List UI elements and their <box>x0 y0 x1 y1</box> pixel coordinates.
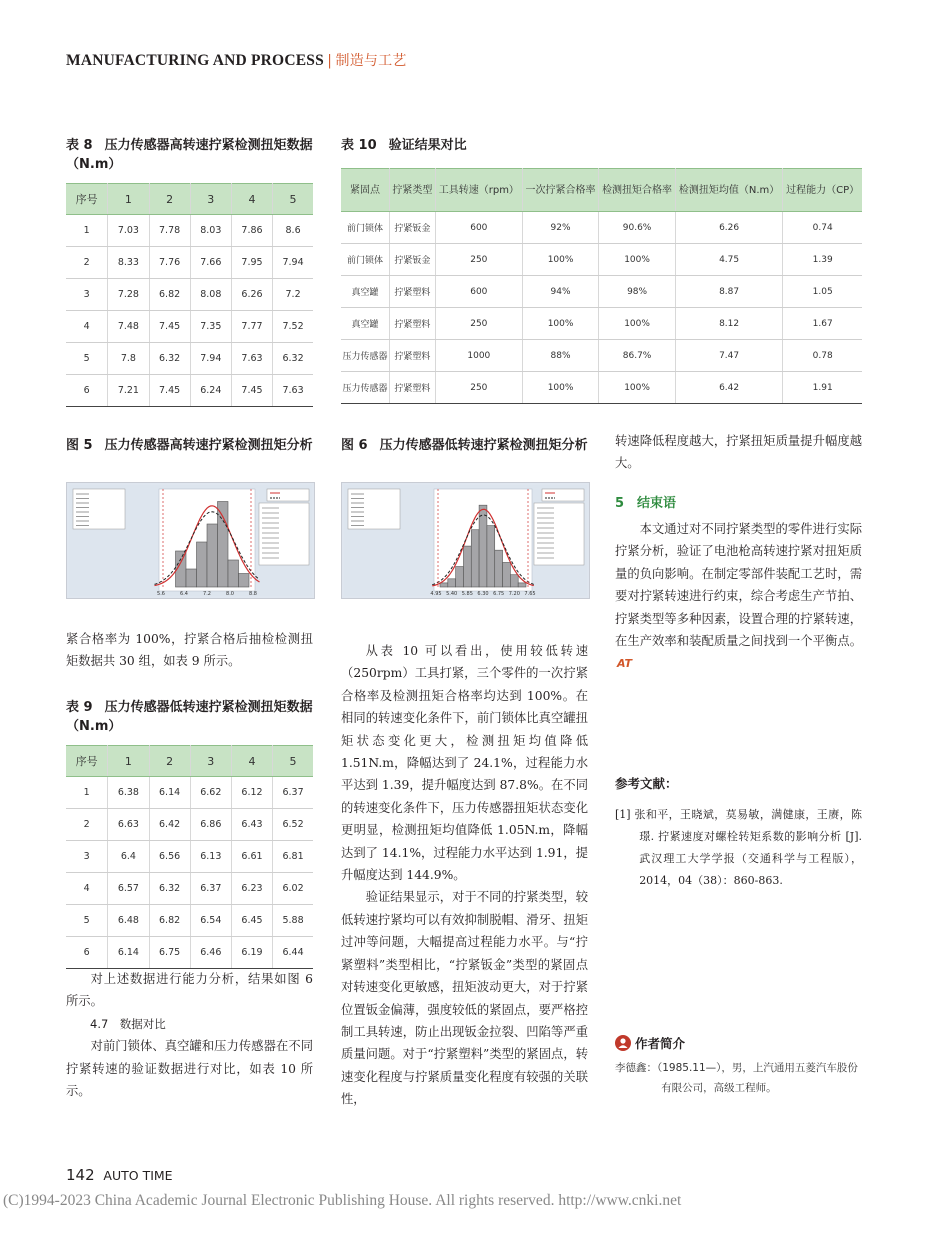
running-header <box>66 50 407 70</box>
table-cell: 6.37 <box>273 777 313 809</box>
table-cell: 拧紧塑料 <box>389 340 435 372</box>
x-tick-label: 8.0 <box>226 591 234 597</box>
x-tick-label: 5.40 <box>446 591 458 597</box>
table-cell: 7.76 <box>149 247 190 279</box>
table-cell: 6.57 <box>108 873 149 905</box>
table-cell: 100% <box>599 308 676 340</box>
table10-number: 表 10 <box>341 138 377 153</box>
table8-header-0: 序号 <box>66 184 108 215</box>
table-cell: 6.81 <box>273 841 313 873</box>
author-heading-text: 作者简介 <box>635 1036 686 1051</box>
table10-header-4: 检测扭矩合格率 <box>599 169 676 212</box>
histogram-bar <box>503 562 511 587</box>
col2-text <box>341 640 588 1111</box>
header-title-zh: 制造与工艺 <box>335 53 407 69</box>
reference-1-text: [1] 张和平，王晓斌，莫易敏，满健康，王赓，陈璟. 拧紧速度对螺栓转矩系数的影响分析 [J]. 武汉理工大学学报（交通科学与工程版），2014，04（38）：860-863. <box>615 808 862 887</box>
table-cell: 5.88 <box>273 905 313 937</box>
table-cell: 6.54 <box>190 905 231 937</box>
col2-paragraph-2: 验证结果显示，对于不同的拧紧类型，较低转速拧紧均可以有效抑制脱帽、滑牙、扭矩过冲等问题，大幅提高过程能力水平。与“拧紧塑料”类型相比，“拧紧钣金”类型的紧固点对转速变化更敏感，扭矩波动更大，对于拧紧位置钣金偏薄，强度较低的紧固点，要严格控制工具转速，防止出现钣金拉裂、凹陷等严重质量问题。对于“拧紧塑料”类型的紧固点，转速变化程度与拧紧质量变化程度有较强的关联性， <box>341 890 588 1107</box>
table-cell: 7.66 <box>190 247 231 279</box>
table-cell: 6.26 <box>231 279 272 311</box>
table10-caption <box>341 136 467 155</box>
table-cell: 0.74 <box>783 212 862 244</box>
table-cell: 6.38 <box>108 777 149 809</box>
table-cell: 1 <box>66 215 108 247</box>
fig5-histogram <box>66 482 315 599</box>
journal-name: AUTO TIME <box>103 1168 173 1183</box>
table-cell: 1.05 <box>783 276 862 308</box>
author-icon <box>615 1035 631 1051</box>
table-cell: 6.32 <box>273 343 313 375</box>
table-cell: 7.47 <box>675 340 783 372</box>
references-heading: 参考文献： <box>615 776 678 791</box>
table-cell: 1.67 <box>783 308 862 340</box>
table-cell: 8.03 <box>190 215 231 247</box>
table8-header-4: 4 <box>231 184 272 215</box>
table-cell: 8.08 <box>190 279 231 311</box>
fig5-caption <box>66 436 316 455</box>
table-cell: 6.82 <box>149 905 190 937</box>
table8 <box>66 183 313 407</box>
table-cell: 6.61 <box>231 841 272 873</box>
table-cell: 600 <box>435 276 522 308</box>
table10-header-2: 工具转速（rpm） <box>435 169 522 212</box>
histogram-bar <box>197 542 208 587</box>
fig6-caption <box>341 436 591 455</box>
table-cell: 6.44 <box>273 937 313 969</box>
col3-paragraph-1: 转速降低程度越大，拧紧扭矩质量提升幅度越大。 <box>615 434 862 471</box>
histogram-bar <box>487 526 495 587</box>
histogram-bar <box>228 560 239 587</box>
table-cell: 4.75 <box>675 244 783 276</box>
table-row <box>341 244 862 276</box>
col3-conclusion <box>615 518 862 676</box>
table-cell: 7.63 <box>273 375 313 407</box>
col1-paragraph-3: 对前门锁体、真空罐和压力传感器在不同拧紧转速的验证数据进行对比，如表 10 所示。 <box>66 1039 313 1099</box>
table-cell: 600 <box>435 212 522 244</box>
table-cell: 6.42 <box>149 809 190 841</box>
table-cell: 2 <box>66 809 108 841</box>
table-cell: 拧紧塑料 <box>389 276 435 308</box>
table-cell: 7.94 <box>273 247 313 279</box>
table-cell: 拧紧钣金 <box>389 244 435 276</box>
table-cell: 98% <box>599 276 676 308</box>
table-cell: 6.62 <box>190 777 231 809</box>
page-number: 142 <box>66 1166 95 1184</box>
table-cell: 6.43 <box>231 809 272 841</box>
header-title-en: MANUFACTURING AND PROCESS <box>66 52 324 69</box>
table-cell: 前门锁体 <box>341 244 389 276</box>
table-cell: 100% <box>599 372 676 404</box>
capability-box <box>259 503 309 565</box>
table-row <box>66 215 313 247</box>
histogram-bar <box>456 567 464 587</box>
table-cell: 6.75 <box>149 937 190 969</box>
x-tick-label: 4.95 <box>430 591 442 597</box>
table8-caption <box>66 136 316 174</box>
col3-paragraph-2: 本文通过对不同拧紧类型的零件进行实际拧紧分析，验证了电池枪高转速拧紧对扭矩质量的负向影响。在制定零部件装配工艺时，需要对拧紧转速进行约束，综合考虑生产节拍、拧紧类型等多种因素，设置合理的拧紧转速，在生产效率和装配质量之间找到一个平衡点。 <box>615 522 862 649</box>
table-cell: 6.23 <box>231 873 272 905</box>
x-tick-label: 6.4 <box>180 591 188 597</box>
table-row <box>341 212 862 244</box>
table-row <box>66 247 313 279</box>
end-mark-logo: AT <box>617 657 632 671</box>
table-cell: 7.45 <box>231 375 272 407</box>
table-row <box>66 279 313 311</box>
col1-paragraph-2: 对上述数据进行能力分析，结果如图 6 所示。 <box>66 972 313 1009</box>
table-cell: 2 <box>66 247 108 279</box>
legend-box <box>542 489 584 501</box>
x-tick-label: 5.85 <box>461 591 473 597</box>
table-row <box>66 777 313 809</box>
table-cell: 拧紧钣金 <box>389 212 435 244</box>
fig6-number: 图 6 <box>341 438 368 453</box>
table-cell: 前门锁体 <box>341 212 389 244</box>
table-cell: 100% <box>522 244 599 276</box>
table-cell: 7.2 <box>273 279 313 311</box>
table9-header-3: 3 <box>190 746 231 777</box>
col1-text-bottom <box>66 968 313 1102</box>
table-cell: 6.48 <box>108 905 149 937</box>
table-cell: 7.35 <box>190 311 231 343</box>
x-tick-label: 7.65 <box>524 591 536 597</box>
table-cell: 250 <box>435 244 522 276</box>
table-row <box>66 343 313 375</box>
table-cell: 7.94 <box>190 343 231 375</box>
table9-header-1: 1 <box>108 746 149 777</box>
histogram-bar <box>463 546 471 587</box>
table9-header-5: 5 <box>273 746 313 777</box>
table-cell: 拧紧塑料 <box>389 308 435 340</box>
table-cell: 6.02 <box>273 873 313 905</box>
page-footer <box>66 1166 173 1184</box>
table-cell: 1 <box>66 777 108 809</box>
table-cell: 6.32 <box>149 343 190 375</box>
table10-header-1: 拧紧类型 <box>389 169 435 212</box>
table-cell: 6.86 <box>190 809 231 841</box>
table-cell: 0.78 <box>783 340 862 372</box>
histogram-bar <box>207 524 218 587</box>
table-cell: 7.86 <box>231 215 272 247</box>
x-tick-label: 7.20 <box>508 591 520 597</box>
table-cell: 7.21 <box>108 375 149 407</box>
section-5-heading: 5 结束语 <box>615 496 677 511</box>
col1-text-top <box>66 628 313 673</box>
table-cell: 6.4 <box>108 841 149 873</box>
table-row <box>66 873 313 905</box>
table-cell: 7.45 <box>149 375 190 407</box>
histogram-bar <box>218 502 229 588</box>
capability-box <box>534 503 584 565</box>
table-row <box>341 340 862 372</box>
table-cell: 7.63 <box>231 343 272 375</box>
copyright-line: (C)1994-2023 China Academic Journal Electronic Publishing House. All rights reserved. http://www.cnki.net <box>3 1192 682 1209</box>
table-cell: 6.24 <box>190 375 231 407</box>
histogram-bar <box>479 505 487 587</box>
table10-title: 验证结果对比 <box>388 138 467 153</box>
table-cell: 1.91 <box>783 372 862 404</box>
col2-paragraph-1: 从表 10 可以看出，使用较低转速（250rpm）工具打紧，三个零件的一次拧紧合格率及检测扭矩合格率均达到 100%。在相同的转速变化条件下，前门锁体比真空罐扭矩状态变化更大，检测扭矩均值降低 1.51N.m，降幅达到了 24.1%，过程能力水平达到 1.39，提升幅度达到 87.8%。在不同的转速变化条件下，压力传感器扭矩状态变化更明显，检测扭矩均值降低 1.05N.m，降幅达到了 14.1%，过程能力水平达到 1.91，提升幅度达到 144.9%。 <box>341 644 588 883</box>
histogram-bar <box>471 530 479 587</box>
table-cell: 6.19 <box>231 937 272 969</box>
table-cell: 6.37 <box>190 873 231 905</box>
table10-header-3: 一次拧紧合格率 <box>522 169 599 212</box>
col3-text-top <box>615 430 862 475</box>
table-cell: 6 <box>66 937 108 969</box>
table-cell: 6.45 <box>231 905 272 937</box>
table-cell: 5 <box>66 905 108 937</box>
table-cell: 8.87 <box>675 276 783 308</box>
table9-header-2: 2 <box>149 746 190 777</box>
col1-paragraph-1: 紧合格率为 100%，拧紧合格后抽检检测扭矩数据共 30 组，如表 9 所示。 <box>66 632 313 669</box>
table-cell: 4 <box>66 311 108 343</box>
table-cell: 6.32 <box>149 873 190 905</box>
histogram-bar <box>518 583 526 587</box>
histogram-bar <box>186 569 197 587</box>
author-text: 李德鑫：（1985.11—），男，上汽通用五菱汽车股份有限公司，高级工程师。 <box>615 1062 858 1094</box>
section-4-7-heading: 4.7 数据对比 <box>90 1016 166 1031</box>
table-cell: 100% <box>599 244 676 276</box>
table-cell: 1000 <box>435 340 522 372</box>
fig6-title: 压力传感器低转速拧紧检测扭矩分析 <box>379 438 588 453</box>
table-cell: 5 <box>66 343 108 375</box>
table-cell: 90.6% <box>599 212 676 244</box>
table-cell: 7.78 <box>149 215 190 247</box>
table-cell: 6.82 <box>149 279 190 311</box>
table-row <box>66 311 313 343</box>
table9-number: 表 9 <box>66 700 93 715</box>
process-data-box <box>73 489 125 529</box>
table-cell: 1.39 <box>783 244 862 276</box>
table-cell: 6.26 <box>675 212 783 244</box>
table-cell: 6 <box>66 375 108 407</box>
table10-header-6: 过程能力（CP） <box>783 169 862 212</box>
table-cell: 6.52 <box>273 809 313 841</box>
x-tick-label: 7.2 <box>203 591 211 597</box>
x-tick-label: 5.6 <box>157 591 165 597</box>
table-cell: 真空罐 <box>341 276 389 308</box>
process-data-box <box>348 489 400 529</box>
table-cell: 7.77 <box>231 311 272 343</box>
table-cell: 100% <box>522 372 599 404</box>
table8-header-3: 3 <box>190 184 231 215</box>
table-cell: 7.48 <box>108 311 149 343</box>
table-cell: 7.45 <box>149 311 190 343</box>
fig6-chart <box>342 483 589 598</box>
table-cell: 4 <box>66 873 108 905</box>
table-cell: 250 <box>435 372 522 404</box>
table-cell: 压力传感器 <box>341 372 389 404</box>
table10 <box>341 168 862 404</box>
table-row <box>66 905 313 937</box>
fig5-title: 压力传感器高转速拧紧检测扭矩分析 <box>104 438 313 453</box>
table-cell: 6.56 <box>149 841 190 873</box>
histogram-bar <box>440 583 448 587</box>
table-row <box>341 276 862 308</box>
table-row <box>341 372 862 404</box>
author-heading <box>615 1034 685 1052</box>
table-row <box>66 841 313 873</box>
author-info <box>615 1058 862 1098</box>
table-cell: 6.13 <box>190 841 231 873</box>
x-tick-label: 8.8 <box>249 591 257 597</box>
histogram-bar <box>495 550 503 587</box>
table-cell: 7.8 <box>108 343 149 375</box>
table8-number: 表 8 <box>66 138 93 153</box>
table-cell: 压力传感器 <box>341 340 389 372</box>
table-cell: 3 <box>66 841 108 873</box>
table-row <box>341 308 862 340</box>
table-cell: 6.42 <box>675 372 783 404</box>
table-cell: 3 <box>66 279 108 311</box>
fig5-chart <box>67 483 314 598</box>
table9-caption <box>66 698 316 736</box>
histogram-bar <box>448 579 456 587</box>
histogram-bar <box>510 575 518 587</box>
table-cell: 6.12 <box>231 777 272 809</box>
table-cell: 86.7% <box>599 340 676 372</box>
table8-header-1: 1 <box>108 184 149 215</box>
table-cell: 7.52 <box>273 311 313 343</box>
table-cell: 94% <box>522 276 599 308</box>
table8-title: 压力传感器高转速拧紧检测扭矩数据（N.m） <box>66 138 313 172</box>
header-separator: | <box>327 52 332 69</box>
reference-1 <box>615 804 862 892</box>
table-cell: 6.63 <box>108 809 149 841</box>
legend-box <box>267 489 309 501</box>
fig6-histogram <box>341 482 590 599</box>
table-cell: 真空罐 <box>341 308 389 340</box>
table-row <box>66 375 313 407</box>
table-cell: 7.28 <box>108 279 149 311</box>
table-cell: 8.33 <box>108 247 149 279</box>
table-cell: 100% <box>522 308 599 340</box>
table10-header-5: 检测扭矩均值（N.m） <box>675 169 783 212</box>
table-cell: 6.14 <box>108 937 149 969</box>
x-tick-label: 6.75 <box>493 591 505 597</box>
table-cell: 8.12 <box>675 308 783 340</box>
histogram-bar <box>239 574 250 588</box>
table-cell: 7.03 <box>108 215 149 247</box>
table-row <box>66 809 313 841</box>
table9 <box>66 745 313 969</box>
table-cell: 88% <box>522 340 599 372</box>
table-cell: 拧紧塑料 <box>389 372 435 404</box>
table9-header-0: 序号 <box>66 746 108 777</box>
table-cell: 250 <box>435 308 522 340</box>
table-cell: 6.46 <box>190 937 231 969</box>
table-cell: 6.14 <box>149 777 190 809</box>
table8-header-5: 5 <box>273 184 313 215</box>
table-row <box>66 937 313 969</box>
table9-title: 压力传感器低转速拧紧检测扭矩数据（N.m） <box>66 700 313 734</box>
table-cell: 7.95 <box>231 247 272 279</box>
table9-header-4: 4 <box>231 746 272 777</box>
table-cell: 8.6 <box>273 215 313 247</box>
table8-header-2: 2 <box>149 184 190 215</box>
x-tick-label: 6.30 <box>477 591 489 597</box>
fig5-number: 图 5 <box>66 438 93 453</box>
table-cell: 92% <box>522 212 599 244</box>
table10-header-0: 紧固点 <box>341 169 389 212</box>
